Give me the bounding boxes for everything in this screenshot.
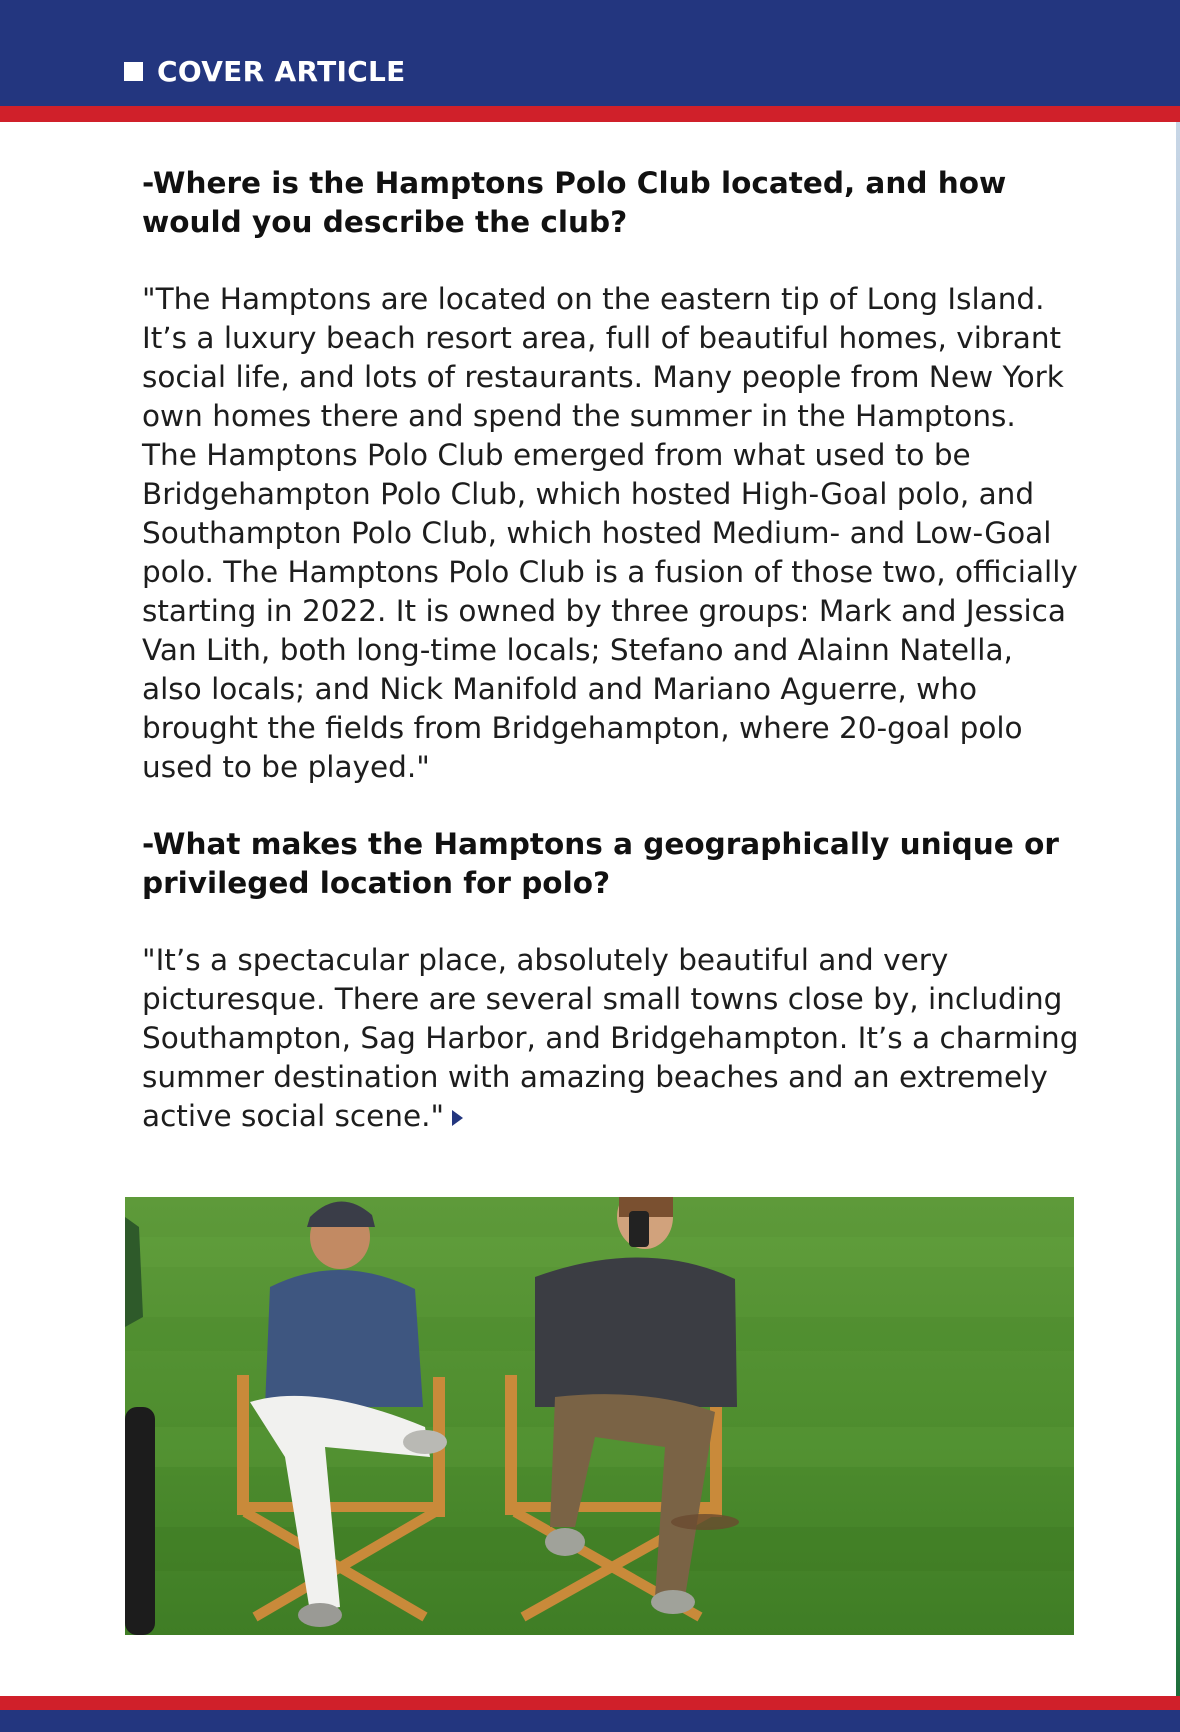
play-arrow-icon [452,1110,463,1126]
square-icon [124,62,143,81]
footer-red-stripe [0,1696,1180,1710]
article-photo [125,1197,1074,1635]
section-label-text: COVER ARTICLE [157,54,406,88]
section-label [124,50,406,92]
answer-1: "The Hamptons are located on the eastern tip of Long Island. It’s a luxury beach resort area, full of beautiful homes, vibrant social life, and lots of restaurants. Many people from New York own homes there and spend the summer in the Hamptons. The Hamptons Polo Club emerged from what used to be Bridgehampton Polo Club, which hosted High-Goal polo, and Southampton Polo Club, which hosted Medium- and Low-Goal polo. The Hamptons Polo Club is a fusion of those two, officially starting in 2022. It is owned by three groups: Mark and Jessica Van Lith, both long-time locals; Stefano and Alainn Natella, also locals; and Nick Manifold and Mariano Aguerre, who brought the fields from Bridgehampton, where 20-goal polo used to be played." [142,282,1078,784]
question-1: -Where is the Hamptons Polo Club located, and how would you describe the club? [142,166,1007,239]
answer-2 [142,941,1080,1136]
article-body [142,164,1080,1136]
answer-2-text: "It’s a spectacular place, absolutely beautiful and very picturesque. There are several small towns close by, including Southampton, Sag Harbor, and Bridgehampton. It’s a charming summer destination with amazing beaches and an extremely active social scene." [142,943,1079,1133]
header-red-stripe [0,106,1180,122]
question-2: -What makes the Hamptons a geographically unique or privileged location for polo? [142,827,1059,900]
footer-bar [0,1710,1180,1732]
page-edge-strip [1176,122,1180,1696]
